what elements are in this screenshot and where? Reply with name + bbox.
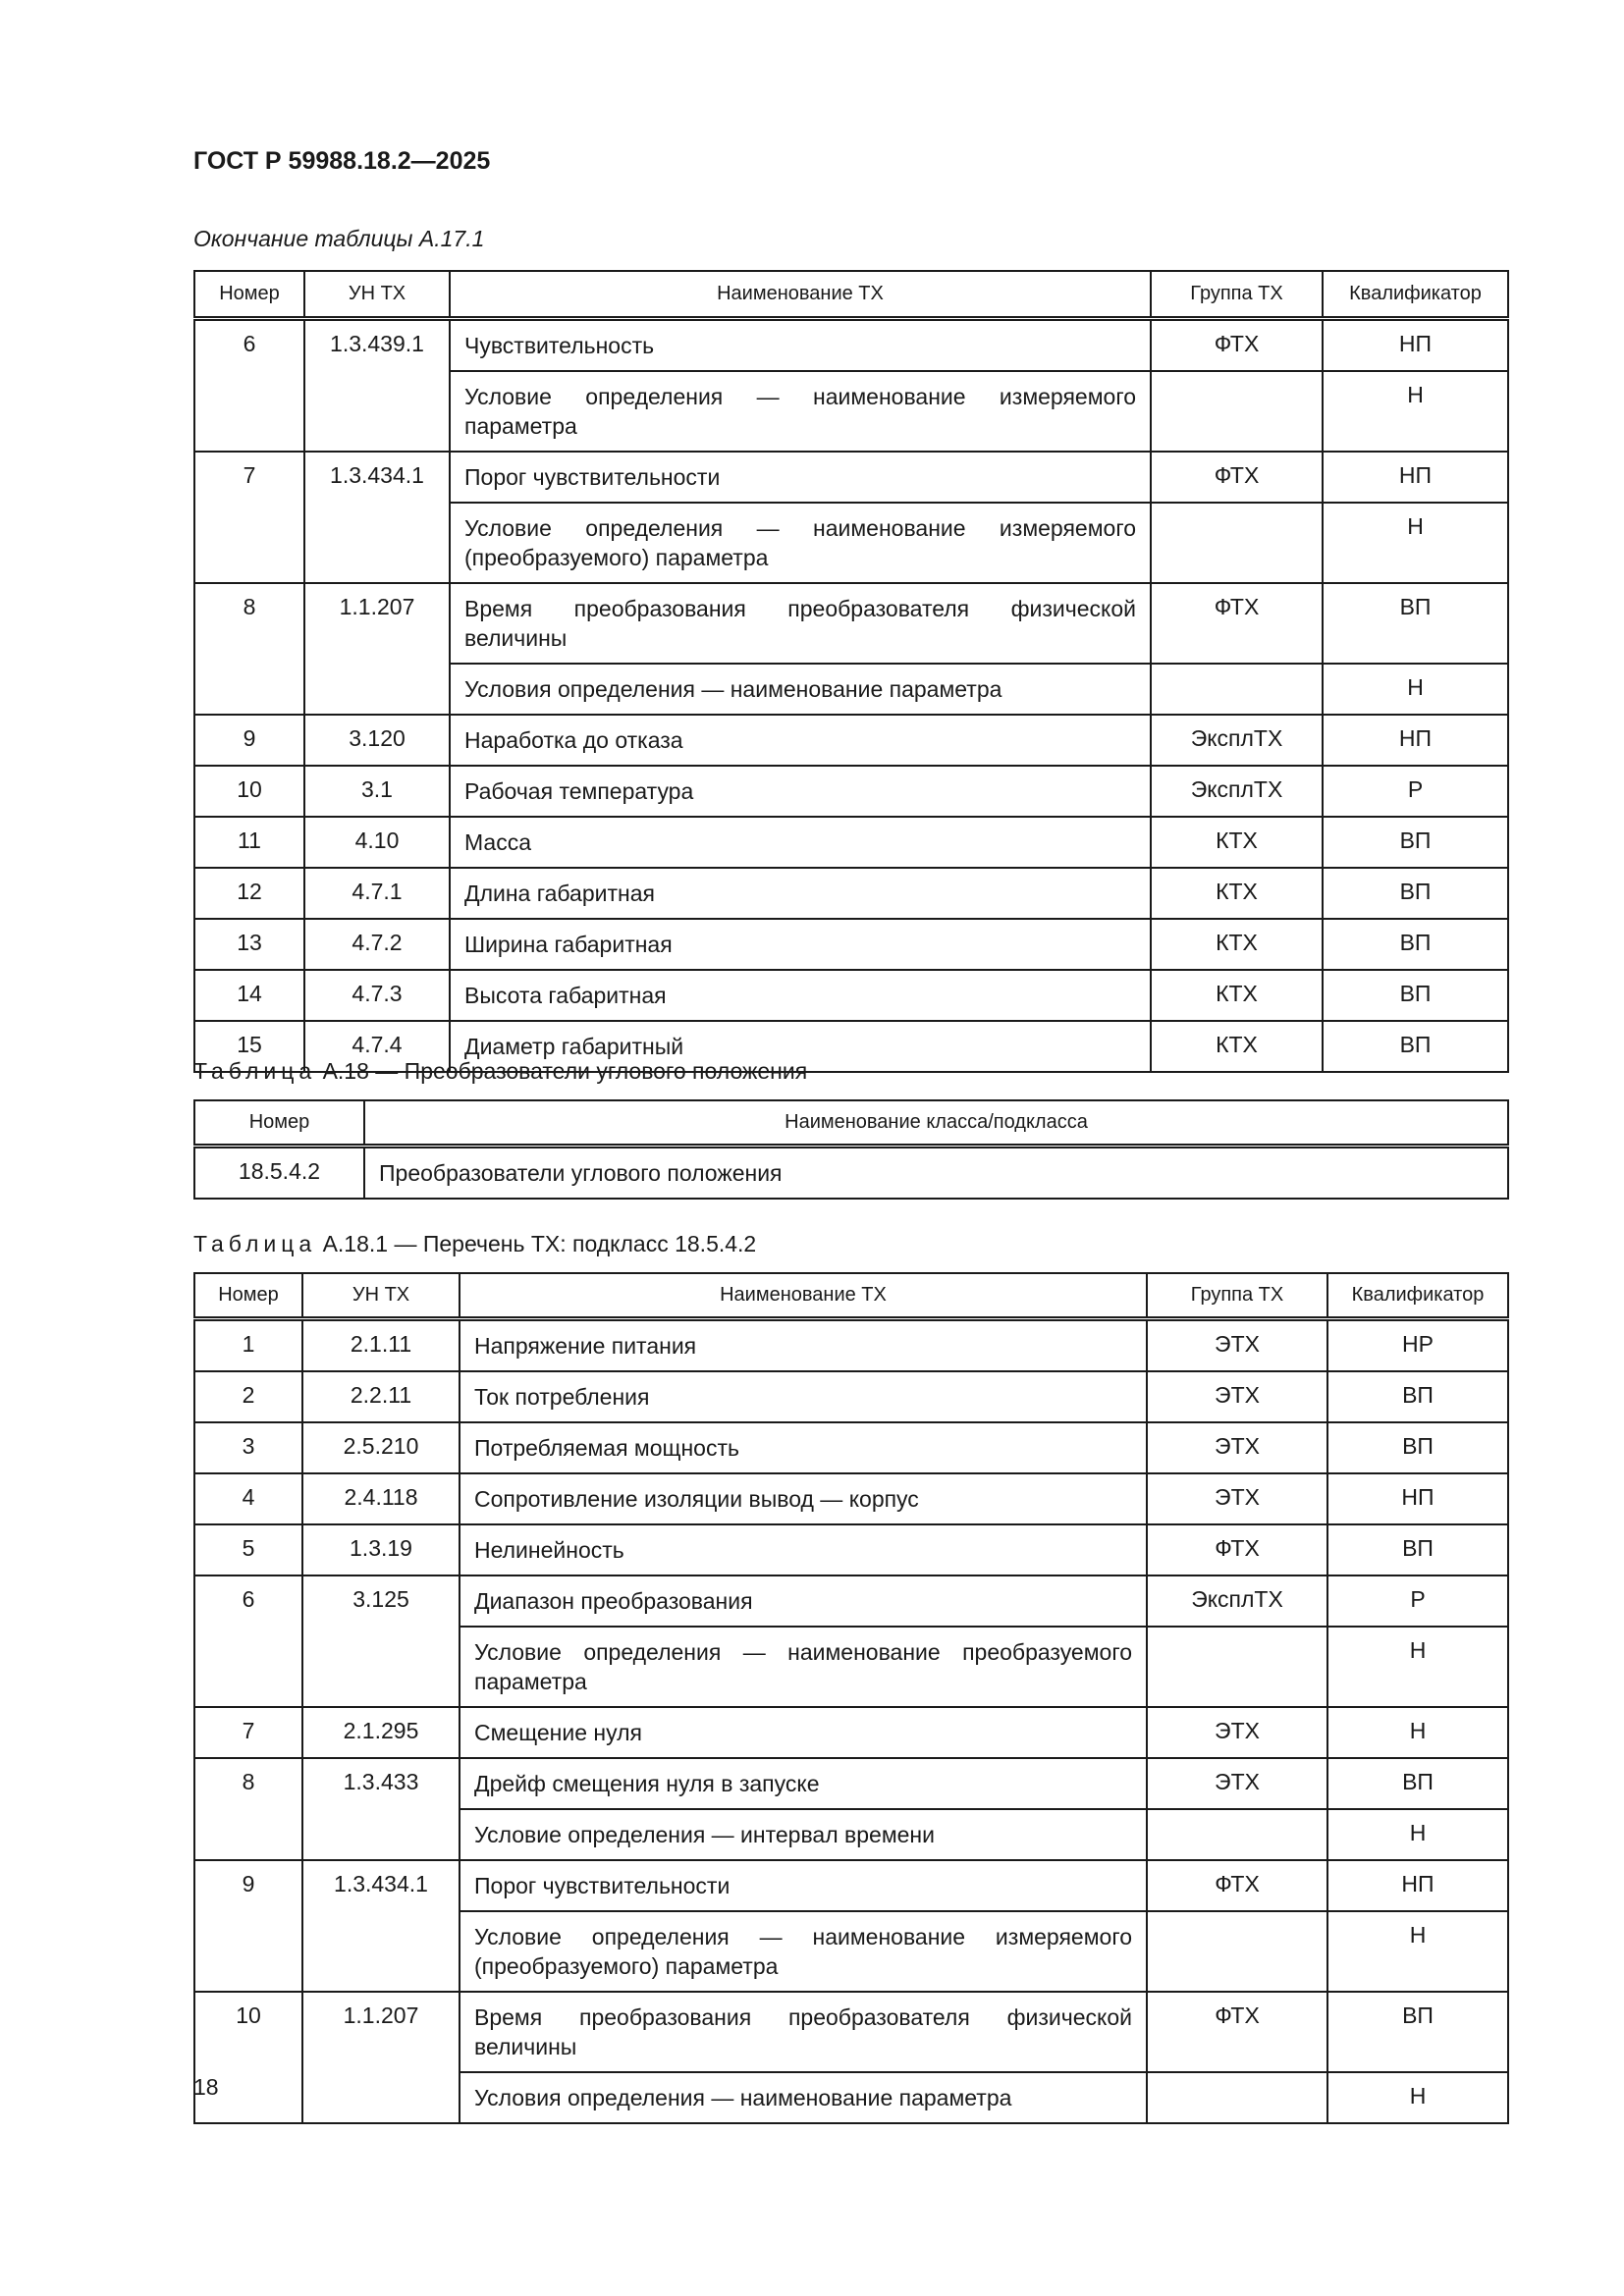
cell-condition: Условия определения — наименование параметра bbox=[450, 664, 1151, 715]
cell-group: ЭксплТХ bbox=[1147, 1575, 1327, 1627]
cell-code: 2.2.11 bbox=[302, 1371, 460, 1422]
cell-qualifier: НП bbox=[1323, 318, 1508, 371]
cell-qualifier: Н bbox=[1327, 1707, 1508, 1758]
cell-code: 2.4.118 bbox=[302, 1473, 460, 1524]
cell-qualifier: НП bbox=[1323, 715, 1508, 766]
table-row bbox=[194, 919, 1508, 970]
cell-number: 15 bbox=[194, 1021, 304, 1072]
cell-qualifier: НП bbox=[1327, 1473, 1508, 1524]
caption-prefix: Таблица bbox=[193, 1058, 317, 1084]
table-row bbox=[194, 1524, 1508, 1575]
cell-code: 3.120 bbox=[304, 715, 450, 766]
col-header-number: Номер bbox=[194, 1100, 364, 1146]
cell-qualifier: НР bbox=[1327, 1318, 1508, 1371]
cell-condition-qualifier: Н bbox=[1327, 1809, 1508, 1860]
cell-qualifier: ВП bbox=[1327, 1422, 1508, 1473]
cell-qualifier: ВП bbox=[1327, 1758, 1508, 1809]
table-row bbox=[194, 1575, 1508, 1627]
cell-group-empty bbox=[1151, 664, 1323, 715]
cell-code: 1.3.433 bbox=[302, 1758, 460, 1860]
cell-condition-qualifier: Н bbox=[1327, 2072, 1508, 2123]
cell-number: 14 bbox=[194, 970, 304, 1021]
cell-class-name: Преобразователи углового положения bbox=[364, 1146, 1508, 1199]
cell-qualifier: ВП bbox=[1327, 1992, 1508, 2072]
col-header-group: Группа ТХ bbox=[1151, 271, 1323, 318]
cell-group: ЭТХ bbox=[1147, 1371, 1327, 1422]
caption-text: А.18 — Преобразователи углового положения bbox=[322, 1058, 808, 1084]
cell-condition-qualifier: Н bbox=[1323, 371, 1508, 452]
cell-name: Длина габаритная bbox=[450, 868, 1151, 919]
table-row bbox=[194, 868, 1508, 919]
cell-group: ЭТХ bbox=[1147, 1707, 1327, 1758]
cell-number: 6 bbox=[194, 1575, 302, 1707]
cell-group: ФТХ bbox=[1151, 318, 1323, 371]
cell-number: 18.5.4.2 bbox=[194, 1146, 364, 1199]
cell-code: 3.1 bbox=[304, 766, 450, 817]
col-header-number: Номер bbox=[194, 271, 304, 318]
cell-condition: Условие определения — наименование измеряемого (преобразуемого) параметра bbox=[460, 1911, 1147, 1992]
cell-group: КТХ bbox=[1151, 868, 1323, 919]
cell-qualifier: НП bbox=[1323, 452, 1508, 503]
table-a18 bbox=[193, 1099, 1509, 1200]
cell-code: 1.3.434.1 bbox=[304, 452, 450, 583]
caption-prefix: Таблица bbox=[193, 1231, 317, 1256]
table-row bbox=[194, 1758, 1508, 1809]
cell-name: Масса bbox=[450, 817, 1151, 868]
cell-code: 1.3.19 bbox=[302, 1524, 460, 1575]
cell-name: Рабочая температура bbox=[450, 766, 1151, 817]
cell-condition-qualifier: Н bbox=[1327, 1627, 1508, 1707]
cell-name: Потребляемая мощность bbox=[460, 1422, 1147, 1473]
table-row bbox=[194, 1860, 1508, 1911]
cell-qualifier: ВП bbox=[1323, 583, 1508, 664]
cell-qualifier: Р bbox=[1323, 766, 1508, 817]
cell-name: Порог чувствительности bbox=[450, 452, 1151, 503]
cell-qualifier: ВП bbox=[1323, 919, 1508, 970]
cell-number: 13 bbox=[194, 919, 304, 970]
table-a17-1 bbox=[193, 270, 1509, 1073]
cell-group: ФТХ bbox=[1151, 452, 1323, 503]
cell-name: Сопротивление изоляции вывод — корпус bbox=[460, 1473, 1147, 1524]
table-row bbox=[194, 1371, 1508, 1422]
table-row bbox=[194, 452, 1508, 503]
cell-code: 4.10 bbox=[304, 817, 450, 868]
cell-qualifier: ВП bbox=[1327, 1524, 1508, 1575]
cell-condition: Условие определения — интервал времени bbox=[460, 1809, 1147, 1860]
cell-group: ЭксплТХ bbox=[1151, 766, 1323, 817]
col-header-class-name: Наименование класса/подкласса bbox=[364, 1100, 1508, 1146]
cell-name: Порог чувствительности bbox=[460, 1860, 1147, 1911]
cell-number: 6 bbox=[194, 318, 304, 452]
cell-group: ФТХ bbox=[1147, 1524, 1327, 1575]
col-header-qualifier: Квалификатор bbox=[1327, 1273, 1508, 1318]
table-header-row bbox=[194, 271, 1508, 318]
document-header: ГОСТ Р 59988.18.2—2025 bbox=[193, 147, 491, 175]
cell-number: 4 bbox=[194, 1473, 302, 1524]
cell-code: 4.7.3 bbox=[304, 970, 450, 1021]
cell-name: Чувствительность bbox=[450, 318, 1151, 371]
cell-condition-qualifier: Н bbox=[1323, 503, 1508, 583]
cell-code: 4.7.2 bbox=[304, 919, 450, 970]
cell-qualifier: ВП bbox=[1323, 868, 1508, 919]
table-row bbox=[194, 1992, 1508, 2072]
col-header-code: УН ТХ bbox=[304, 271, 450, 318]
cell-number: 7 bbox=[194, 1707, 302, 1758]
cell-number: 8 bbox=[194, 1758, 302, 1860]
cell-group-empty bbox=[1151, 503, 1323, 583]
cell-group: ЭТХ bbox=[1147, 1422, 1327, 1473]
col-header-code: УН ТХ bbox=[302, 1273, 460, 1318]
cell-name: Напряжение питания bbox=[460, 1318, 1147, 1371]
cell-code: 2.5.210 bbox=[302, 1422, 460, 1473]
table-header-row bbox=[194, 1100, 1508, 1146]
cell-code: 1.1.207 bbox=[302, 1992, 460, 2123]
table-row bbox=[194, 1318, 1508, 1371]
cell-group-empty bbox=[1147, 2072, 1327, 2123]
table-row bbox=[194, 583, 1508, 664]
cell-group-empty bbox=[1147, 1911, 1327, 1992]
cell-group: ФТХ bbox=[1147, 1860, 1327, 1911]
col-header-name: Наименование ТХ bbox=[450, 271, 1151, 318]
cell-group: ЭксплТХ bbox=[1151, 715, 1323, 766]
cell-number: 8 bbox=[194, 583, 304, 715]
cell-qualifier: ВП bbox=[1323, 970, 1508, 1021]
cell-code: 4.7.4 bbox=[304, 1021, 450, 1072]
table-row bbox=[194, 817, 1508, 868]
cell-group: ЭТХ bbox=[1147, 1318, 1327, 1371]
col-header-group: Группа ТХ bbox=[1147, 1273, 1327, 1318]
cell-code: 1.3.439.1 bbox=[304, 318, 450, 452]
table-header-row bbox=[194, 1273, 1508, 1318]
cell-number: 5 bbox=[194, 1524, 302, 1575]
cell-name: Нелинейность bbox=[460, 1524, 1147, 1575]
cell-group: КТХ bbox=[1151, 1021, 1323, 1072]
cell-condition: Условие определения — наименование измеряемого параметра bbox=[450, 371, 1151, 452]
cell-group: КТХ bbox=[1151, 919, 1323, 970]
cell-number: 3 bbox=[194, 1422, 302, 1473]
cell-number: 7 bbox=[194, 452, 304, 583]
cell-number: 9 bbox=[194, 1860, 302, 1992]
table-a17-1-caption: Окончание таблицы А.17.1 bbox=[193, 226, 485, 251]
cell-number: 12 bbox=[194, 868, 304, 919]
cell-code: 4.7.1 bbox=[304, 868, 450, 919]
cell-code: 1.3.434.1 bbox=[302, 1860, 460, 1992]
cell-name: Смещение нуля bbox=[460, 1707, 1147, 1758]
cell-group: КТХ bbox=[1151, 817, 1323, 868]
cell-group-empty bbox=[1147, 1627, 1327, 1707]
cell-qualifier: Р bbox=[1327, 1575, 1508, 1627]
cell-code: 1.1.207 bbox=[304, 583, 450, 715]
col-header-qualifier: Квалификатор bbox=[1323, 271, 1508, 318]
cell-name: Ток потребления bbox=[460, 1371, 1147, 1422]
cell-condition-qualifier: Н bbox=[1327, 1911, 1508, 1992]
cell-group: ФТХ bbox=[1147, 1992, 1327, 2072]
cell-number: 10 bbox=[194, 766, 304, 817]
caption-text: А.18.1 — Перечень ТХ: подкласс 18.5.4.2 bbox=[322, 1231, 757, 1256]
cell-qualifier: НП bbox=[1327, 1860, 1508, 1911]
table-a18-1-caption bbox=[193, 1231, 756, 1257]
cell-group: ЭТХ bbox=[1147, 1758, 1327, 1809]
table-row bbox=[194, 715, 1508, 766]
table-a18-caption bbox=[193, 1058, 807, 1085]
table-row bbox=[194, 970, 1508, 1021]
cell-condition-qualifier: Н bbox=[1323, 664, 1508, 715]
cell-number: 10 bbox=[194, 1992, 302, 2123]
cell-name: Наработка до отказа bbox=[450, 715, 1151, 766]
table-row bbox=[194, 1422, 1508, 1473]
page-number: 18 bbox=[193, 2074, 219, 2100]
cell-name: Диаметр габаритный bbox=[450, 1021, 1151, 1072]
cell-name: Время преобразования преобразователя физической величины bbox=[460, 1992, 1147, 2072]
cell-code: 2.1.11 bbox=[302, 1318, 460, 1371]
cell-name: Время преобразования преобразователя физической величины bbox=[450, 583, 1151, 664]
table-row bbox=[194, 766, 1508, 817]
cell-condition: Условие определения — наименование преобразуемого параметра bbox=[460, 1627, 1147, 1707]
cell-group-empty bbox=[1151, 371, 1323, 452]
cell-number: 11 bbox=[194, 817, 304, 868]
table-row bbox=[194, 1707, 1508, 1758]
col-header-number: Номер bbox=[194, 1273, 302, 1318]
col-header-name: Наименование ТХ bbox=[460, 1273, 1147, 1318]
cell-qualifier: ВП bbox=[1323, 817, 1508, 868]
cell-name: Дрейф смещения нуля в запуске bbox=[460, 1758, 1147, 1809]
table-row bbox=[194, 1473, 1508, 1524]
cell-name: Высота габаритная bbox=[450, 970, 1151, 1021]
cell-qualifier: ВП bbox=[1327, 1371, 1508, 1422]
cell-name: Диапазон преобразования bbox=[460, 1575, 1147, 1627]
table-row bbox=[194, 318, 1508, 371]
cell-number: 9 bbox=[194, 715, 304, 766]
table-row bbox=[194, 1146, 1508, 1199]
cell-condition: Условие определения — наименование измеряемого (преобразуемого) параметра bbox=[450, 503, 1151, 583]
cell-group: ФТХ bbox=[1151, 583, 1323, 664]
cell-group: КТХ bbox=[1151, 970, 1323, 1021]
cell-group: ЭТХ bbox=[1147, 1473, 1327, 1524]
cell-number: 2 bbox=[194, 1371, 302, 1422]
cell-name: Ширина габаритная bbox=[450, 919, 1151, 970]
cell-number: 1 bbox=[194, 1318, 302, 1371]
cell-group-empty bbox=[1147, 1809, 1327, 1860]
cell-code: 2.1.295 bbox=[302, 1707, 460, 1758]
cell-code: 3.125 bbox=[302, 1575, 460, 1707]
cell-condition: Условия определения — наименование параметра bbox=[460, 2072, 1147, 2123]
cell-qualifier: ВП bbox=[1323, 1021, 1508, 1072]
table-a18-1 bbox=[193, 1272, 1509, 2124]
